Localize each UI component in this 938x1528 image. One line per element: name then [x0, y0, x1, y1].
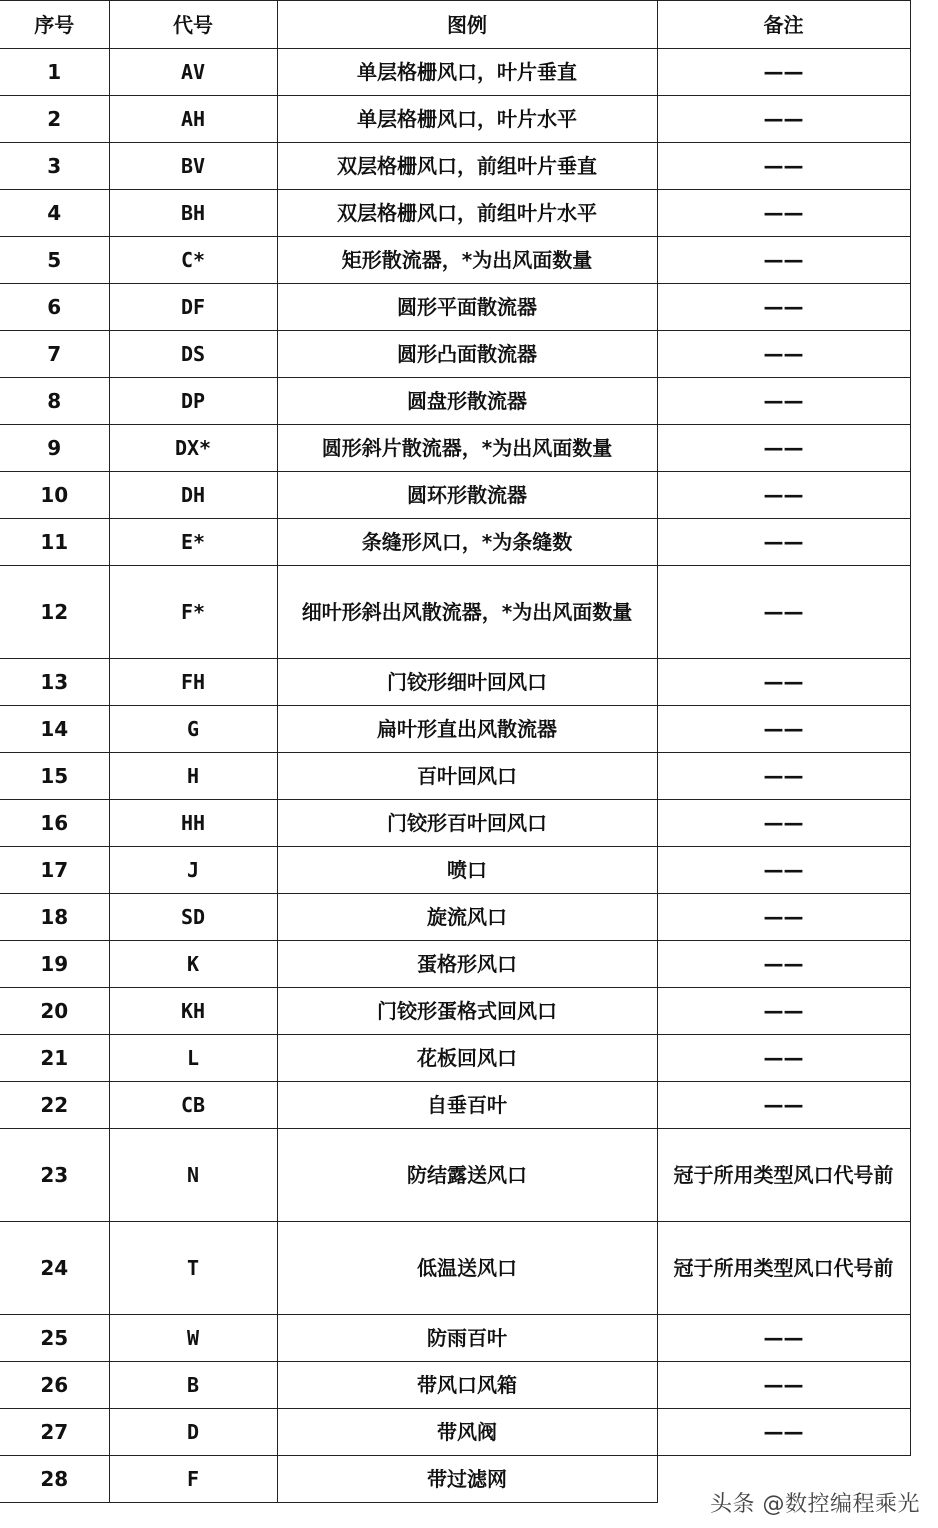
row-note: ——: [657, 378, 910, 425]
row-desc: 防雨百叶: [277, 1315, 657, 1362]
row-code: B: [109, 1362, 277, 1409]
table-row: [0, 566, 910, 659]
row-note: ——: [657, 941, 910, 988]
header-row: [0, 1, 910, 49]
row-note: ——: [657, 659, 910, 706]
row-no: 18: [0, 894, 109, 941]
row-no: 5: [0, 237, 109, 284]
table-row: [0, 847, 910, 894]
row-note: ——: [657, 706, 910, 753]
row-note: ——: [657, 566, 910, 659]
table-row: [0, 753, 910, 800]
table-row: [0, 472, 910, 519]
table-row: [0, 894, 910, 941]
row-code: DP: [109, 378, 277, 425]
row-desc: 百叶回风口: [277, 753, 657, 800]
row-desc: 蛋格形风口: [277, 941, 657, 988]
row-code: CB: [109, 1082, 277, 1129]
table-row: [0, 378, 910, 425]
row-no: 15: [0, 753, 109, 800]
row-no: 16: [0, 800, 109, 847]
header-no: 序号: [0, 1, 109, 49]
row-code: J: [109, 847, 277, 894]
row-code: G: [109, 706, 277, 753]
row-desc: 花板回风口: [277, 1035, 657, 1082]
row-no: 26: [0, 1362, 109, 1409]
row-desc: 门铰形细叶回风口: [277, 659, 657, 706]
row-note: ——: [657, 49, 910, 96]
table-row: [0, 96, 910, 143]
row-code: K: [109, 941, 277, 988]
table-row: [0, 1035, 910, 1082]
row-code: C*: [109, 237, 277, 284]
row-code: DF: [109, 284, 277, 331]
row-no: 28: [0, 1456, 109, 1503]
row-code: SD: [109, 894, 277, 941]
row-code: DS: [109, 331, 277, 378]
row-code: W: [109, 1315, 277, 1362]
row-no: 11: [0, 519, 109, 566]
row-no: 21: [0, 1035, 109, 1082]
row-desc: 带过滤网: [277, 1456, 657, 1503]
row-note: ——: [657, 519, 910, 566]
row-desc: 圆环形散流器: [277, 472, 657, 519]
row-no: 17: [0, 847, 109, 894]
row-code: BV: [109, 143, 277, 190]
row-no: 1: [0, 49, 109, 96]
table-row: [0, 1082, 910, 1129]
row-note: ——: [657, 753, 910, 800]
table-row: [0, 659, 910, 706]
table-row: [0, 1409, 910, 1456]
table-row: [0, 800, 910, 847]
row-code: F: [109, 1456, 277, 1503]
row-desc: 圆形斜片散流器，*为出风面数量: [277, 425, 657, 472]
row-desc: 细叶形斜出风散流器，*为出风面数量: [277, 566, 657, 659]
row-desc: 扁叶形直出风散流器: [277, 706, 657, 753]
row-desc: 喷口: [277, 847, 657, 894]
row-note: ——: [657, 237, 910, 284]
row-code: T: [109, 1222, 277, 1315]
row-code: HH: [109, 800, 277, 847]
row-no: 3: [0, 143, 109, 190]
row-no: 22: [0, 1082, 109, 1129]
row-note: ——: [657, 800, 910, 847]
row-desc: 防结露送风口: [277, 1129, 657, 1222]
row-no: 14: [0, 706, 109, 753]
row-note: ——: [657, 988, 910, 1035]
row-desc: 单层格栅风口，叶片水平: [277, 96, 657, 143]
row-no: 6: [0, 284, 109, 331]
row-no: 23: [0, 1129, 109, 1222]
row-code: F*: [109, 566, 277, 659]
row-note: ——: [657, 331, 910, 378]
row-desc: 圆形凸面散流器: [277, 331, 657, 378]
row-no: 10: [0, 472, 109, 519]
watermark: 头条 @数控编程乘光: [710, 1492, 920, 1517]
table-row: [0, 237, 910, 284]
table-row: [0, 1315, 910, 1362]
row-note: ——: [657, 1035, 910, 1082]
row-note: ——: [657, 1409, 910, 1456]
table-row: [0, 988, 910, 1035]
row-code: D: [109, 1409, 277, 1456]
table-row: [0, 425, 910, 472]
row-desc: 门铰形百叶回风口: [277, 800, 657, 847]
row-code: DH: [109, 472, 277, 519]
row-note: ——: [657, 472, 910, 519]
row-code: N: [109, 1129, 277, 1222]
row-note: ——: [657, 1315, 910, 1362]
table-row: [0, 331, 910, 378]
row-no: 2: [0, 96, 109, 143]
row-note: ——: [657, 143, 910, 190]
row-no: 8: [0, 378, 109, 425]
row-desc: 圆盘形散流器: [277, 378, 657, 425]
table-row: [0, 519, 910, 566]
row-no: 20: [0, 988, 109, 1035]
row-desc: 双层格栅风口，前组叶片水平: [277, 190, 657, 237]
row-code: AV: [109, 49, 277, 96]
row-code: E*: [109, 519, 277, 566]
row-note: ——: [657, 284, 910, 331]
row-desc: 门铰形蛋格式回风口: [277, 988, 657, 1035]
row-no: 4: [0, 190, 109, 237]
row-note: 冠于所用类型风口代号前: [657, 1222, 910, 1315]
row-note: ——: [657, 425, 910, 472]
row-desc: 旋流风口: [277, 894, 657, 941]
row-code: H: [109, 753, 277, 800]
header-note: 备注: [657, 1, 910, 49]
row-note: ——: [657, 847, 910, 894]
row-note: ——: [657, 96, 910, 143]
row-desc: 双层格栅风口，前组叶片垂直: [277, 143, 657, 190]
row-no: 9: [0, 425, 109, 472]
row-note: ——: [657, 1362, 910, 1409]
row-desc: 条缝形风口，*为条缝数: [277, 519, 657, 566]
header-legend: 图例: [277, 1, 657, 49]
row-desc: 带风阀: [277, 1409, 657, 1456]
table-row: [0, 1362, 910, 1409]
row-code: KH: [109, 988, 277, 1035]
row-no: 7: [0, 331, 109, 378]
row-desc: 矩形散流器，*为出风面数量: [277, 237, 657, 284]
row-note: 冠于所用类型风口代号前: [657, 1129, 910, 1222]
table-row: [0, 1222, 910, 1315]
row-code: BH: [109, 190, 277, 237]
table-row: [0, 49, 910, 96]
row-no: 13: [0, 659, 109, 706]
row-no: 24: [0, 1222, 109, 1315]
table-row: [0, 284, 910, 331]
table-row: [0, 190, 910, 237]
row-note: ——: [657, 190, 910, 237]
table-row: [0, 941, 910, 988]
row-code: L: [109, 1035, 277, 1082]
row-no: 19: [0, 941, 109, 988]
row-code: AH: [109, 96, 277, 143]
row-note: ——: [657, 1082, 910, 1129]
row-code: DX*: [109, 425, 277, 472]
row-code: FH: [109, 659, 277, 706]
row-no: 27: [0, 1409, 109, 1456]
row-desc: 自垂百叶: [277, 1082, 657, 1129]
row-desc: 圆形平面散流器: [277, 284, 657, 331]
table-row: [0, 1129, 910, 1222]
row-desc: 单层格栅风口，叶片垂直: [277, 49, 657, 96]
row-desc: 带风口风箱: [277, 1362, 657, 1409]
row-note: ——: [657, 894, 910, 941]
header-code: 代号: [109, 1, 277, 49]
row-no: 12: [0, 566, 109, 659]
table-row: [0, 706, 910, 753]
row-desc: 低温送风口: [277, 1222, 657, 1315]
row-no: 25: [0, 1315, 109, 1362]
table-row: [0, 143, 910, 190]
